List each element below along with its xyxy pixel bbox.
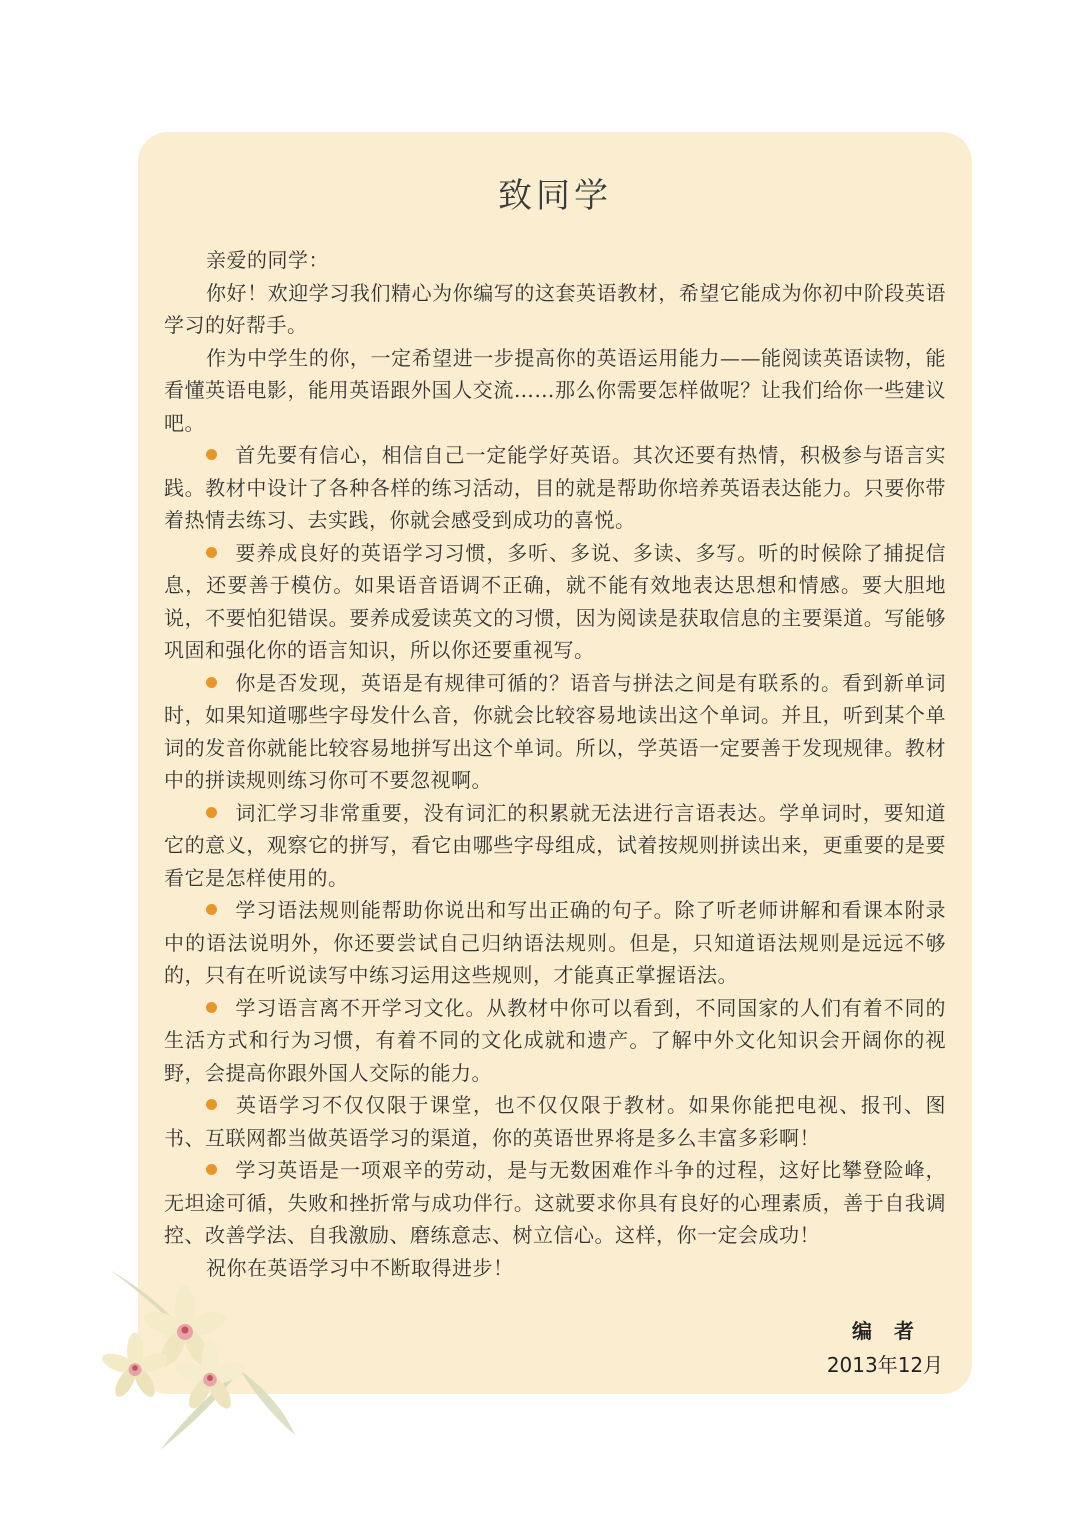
bullet-dot-icon [206, 677, 217, 688]
signature [820, 1316, 950, 1380]
bullet-item [164, 992, 946, 1090]
bullet-text: 学习语法规则能帮助你说出和写出正确的句子。除了听老师讲解和看课本附录中的语法说明外，你还要尝试自己归纳语法规则。但是，只知道语法规则是远远不够的，只有在听说读写中练习运用这些规则，才能真正掌握语法。 [164, 898, 946, 987]
bullet-item [164, 894, 946, 992]
bullet-text: 学习语言离不开学习文化。从教材中你可以看到，不同国家的人们有着不同的生活方式和行为习惯，有着不同的文化成就和遗产。了解中外文化知识会开阔你的视野，会提高你跟外国人交际的能力。 [164, 995, 946, 1085]
bullet-item [164, 439, 946, 537]
greeting: 亲爱的同学： [206, 248, 329, 272]
page-title: 致同学 [498, 176, 612, 216]
bullet-text: 学习英语是一项艰辛的劳动，是与无数困难作斗争的过程，这好比攀登险峰，无坦途可循，失败和挫折常与成功伴行。这就要求你具有良好的心理素质，善于自我调控、改善学法、自我激励、磨练意志、树立信心。这样，你一定会成功！ [164, 1158, 946, 1247]
bullet-dot-icon [206, 547, 217, 558]
bullet-dot-icon [206, 904, 217, 915]
paragraph: 作为中学生的你，一定希望进一步提高你的英语运用能力——能阅读英语读物，能看懂英语电影，能用英语跟外国人交流……那么你需要怎样做呢？让我们给你一些建议吧。 [164, 345, 946, 435]
bullet-dot-icon [206, 449, 217, 460]
bullet-dot-icon [206, 807, 217, 818]
bullet-text: 要养成良好的英语学习习惯，多听、多说、多读、多写。听的时候除了捕捉信息，还要善于模仿。如果语音语调不正确，就不能有效地表达思想和情感。要大胆地说，不要怕犯错误。要养成爱读英文的习惯，因为阅读是获取信息的主要渠道。写能够巩固和强化你的语言知识，所以你还要重视写。 [164, 540, 946, 662]
bullet-dot-icon [206, 1099, 217, 1110]
bullet-text: 词汇学习非常重要，没有词汇的积累就无法进行言语表达。学单词时，要知道它的意义，观察它的拼写，看它由哪些字母组成，试着按规则拼读出来，更重要的是要看它是怎样使用的。 [164, 800, 946, 890]
paragraph: 你好！欢迎学习我们精心为你编写的这套英语教材，希望它能成为你初中阶段英语学习的好帮手。 [164, 280, 946, 337]
date: 2013年12月 [826, 1353, 944, 1377]
bullet-item [164, 667, 946, 797]
bullet-item [164, 797, 946, 895]
closing-line: 祝你在英语学习中不断取得进步！ [206, 1255, 514, 1280]
author: 编者 [852, 1319, 936, 1343]
bullet-dot-icon [206, 1164, 217, 1175]
bullet-text: 英语学习不仅仅限于课堂，也不仅仅限于教材。如果你能把电视、报刊、图书、互联网都当做英语学习的渠道，你的英语世界将是多么丰富多彩啊！ [164, 1093, 946, 1150]
bullet-text: 首先要有信心，相信自己一定能学好英语。其次还要有热情，积极参与语言实践。教材中设计了各种各样的练习活动，目的就是帮助你培养英语表达能力。只要你带着热情去练习、去实践，你就会感受到成功的喜悦。 [164, 443, 946, 532]
bullet-item [164, 537, 946, 667]
orchid-flower-icon [90, 1250, 330, 1470]
bullet-text: 你是否发现，英语是有规律可循的？语音与拼法之间是有联系的。看到新单词时，如果知道哪些字母发什么音，你就会比较容易地读出这个单词。并且，听到某个单词的发音你就能比较容易地拼写出这个单词。所以，学英语一定要善于发现规律。教材中的拼读规则练习你可不要忽视啊。 [164, 670, 946, 792]
bullet-item [164, 1154, 946, 1252]
letter-body [164, 244, 946, 1284]
bullet-item [164, 1089, 946, 1154]
bullet-dot-icon [206, 1002, 217, 1013]
